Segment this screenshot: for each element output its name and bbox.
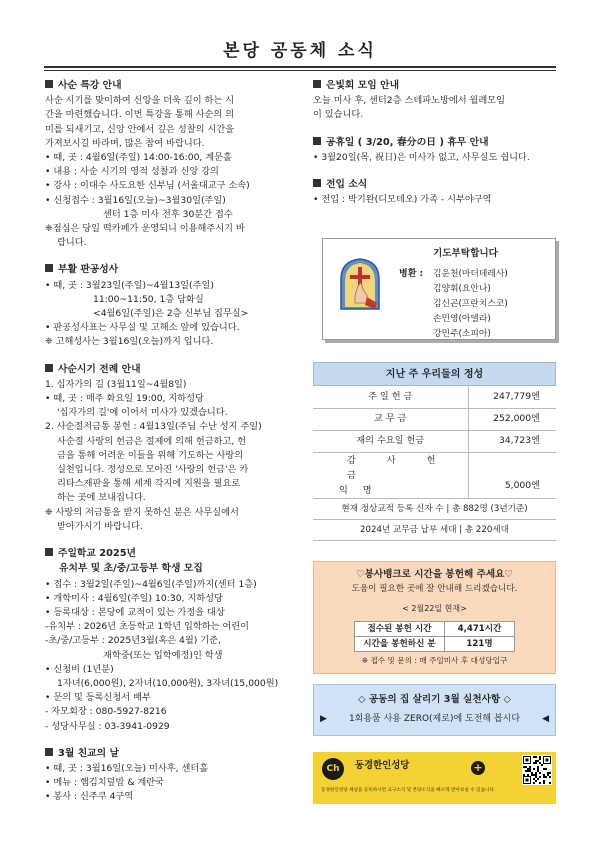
- right-column: [313, 79, 558, 220]
- offering-value: 252,000엔: [468, 408, 556, 430]
- section-line: 실천입니다. 정성으로 모아진 '사랑의 헌금'은 카: [57, 464, 249, 476]
- section-heading: [313, 79, 558, 93]
- volunteer-cell: 121명: [445, 636, 515, 651]
- section-line: • 3월20일(목, 祝日)은 미사가 없고, 사무실도 쉽니다.: [313, 151, 530, 163]
- volunteer-cell: 시간을 봉헌하신 분: [355, 636, 445, 651]
- section-line: 미를 되새기고, 신앙 안에서 깊은 성찰의 시간을: [45, 123, 235, 135]
- section-line: 사순절 사랑의 헌금은 절제에 의해 헌금하고, 헌: [57, 435, 247, 447]
- volunteer-cell: 4,471시간: [445, 621, 515, 636]
- offering-row: [313, 430, 556, 452]
- volunteer-table: [354, 621, 515, 652]
- section-line: • 메뉴 : 햄김치덮밥 & 계란국: [45, 777, 165, 789]
- offering-label: 교 무 금: [313, 408, 468, 430]
- title-rule-thin: [44, 70, 556, 71]
- section-heading-text: 사순 특강 안내: [58, 80, 122, 91]
- section-line: 1자녀(6,000원), 2자녀(10,000원), 3자녀(15,000원): [57, 677, 279, 689]
- channel-description: 동경한인성당 채널을 등록하시면 교구소식 및 본당소식을 빠르게 받아보실 수 있습니다.: [321, 788, 496, 793]
- offering-table: [313, 362, 556, 541]
- bullet-square-icon: [45, 364, 53, 372]
- left-section-2: [45, 363, 303, 534]
- section-line: 1. 십자가의 길 (3월11일~4월8일): [45, 378, 187, 390]
- section-line: 재학중(또는 입학예정)인 학생: [103, 649, 223, 661]
- section-heading-text: 주일학교 2025년: [58, 548, 136, 560]
- offering-label-thanks: 감 사 헌 금: [347, 454, 450, 481]
- prayer-name: 김양휘(요안나): [433, 284, 491, 294]
- section-line: • 때, 곳 : 4월6일(주일) 14:00-16:00, 계문홀: [45, 152, 232, 164]
- prayer-title: 기도부탁합니다: [433, 248, 498, 259]
- bullet-square-icon: [313, 179, 321, 187]
- bullet-square-icon: [313, 80, 321, 88]
- bullet-square-icon: [45, 548, 53, 556]
- section-line: 금을 통해 어려운 이들을 위해 기도하는 사랑의: [57, 449, 244, 461]
- section-line: 11:00~11:50, 1층 담화실: [93, 293, 204, 305]
- section-line: 오늘 미사 후, 센터2층 스테파노방에서 월례모임: [313, 95, 505, 107]
- section-heading-text: 사순시기 전례 안내: [58, 363, 141, 375]
- section-line: - 성당사무실 : 03-3941-0929: [45, 720, 170, 732]
- section-subheading: 유치부 및 초/중/고등부 학생 모집: [59, 563, 203, 575]
- section-line: • 내용 : 사순 시기의 영적 성찰과 신앙 강의: [45, 166, 219, 178]
- section-heading: [313, 136, 558, 150]
- section-heading-text: 3월 친교의 날: [58, 747, 119, 759]
- offering-label: 재의 수요일 헌금: [313, 430, 468, 452]
- page-title: 본당 공동체 소식: [223, 41, 377, 61]
- channel-name: 동경한인성당: [355, 760, 410, 771]
- volunteer-title: ♡봉사뱅크로 시간을 봉헌해 주세요♡: [356, 569, 513, 580]
- common-home-box: [313, 684, 556, 736]
- section-line: 가져보시길 바라며, 많은 참여 바랍니다.: [45, 137, 205, 149]
- volunteer-date: < 2월22일 현재>: [402, 604, 467, 614]
- left-section-1: [45, 263, 303, 349]
- volunteer-cell: 접수된 봉헌 시간: [355, 621, 445, 636]
- section-line: 랍니다.: [57, 237, 87, 249]
- volunteer-footer: ❈ 접수 및 문의 : 매 주일미사 후 대성당입구: [361, 655, 508, 665]
- section-heading-text: 공휴일 ( 3/20, 春分の日 ) 휴무 안내: [326, 136, 489, 148]
- offering-label-anon: 익 명: [339, 484, 378, 496]
- offering-value: 34,723엔: [468, 430, 556, 452]
- right-section-2: [313, 178, 558, 207]
- section-heading-text: 은빛회 모임 안내: [326, 80, 400, 91]
- section-line: • 봉사 : 신주쿠 4구역: [45, 791, 134, 803]
- section-heading-text: 전입 소식: [326, 179, 368, 191]
- section-line: <4월6일(주일)은 2층 신부님 집무실>: [93, 308, 249, 320]
- volunteer-subtitle: 도움이 필요한 곳에 잘 안내해 드리겠습니다.: [351, 584, 518, 595]
- volunteer-row: [355, 621, 515, 636]
- arrow-right-icon: ▶: [320, 714, 327, 725]
- common-home-text-row: [314, 712, 555, 726]
- section-heading-text: 부활 판공성사: [58, 264, 119, 276]
- section-line: 2. 사순절저금통 봉헌 : 4월13일(주님 수난 성지 주일): [45, 421, 262, 433]
- bullet-square-icon: [45, 264, 53, 272]
- section-line: - 자모회장 : 080-5927-8216: [45, 706, 167, 718]
- offering-header: 지난 주 우리들의 정성: [313, 362, 556, 386]
- left-section-4: [45, 747, 303, 805]
- bullet-square-icon: [313, 137, 321, 145]
- section-line: 센터 1층 미사 전후 30분간 접수: [103, 208, 233, 220]
- section-line: 받아가시기 바랍니다.: [57, 520, 143, 532]
- section-line: ❈ 사랑의 저금통을 받지 못하신 분은 사무실에서: [45, 506, 239, 518]
- left-section-0: [45, 79, 303, 250]
- bullet-square-icon: [45, 80, 53, 88]
- section-heading: [45, 363, 303, 377]
- arrow-left-icon: ◀: [542, 714, 549, 725]
- section-line: -유치부 : 2026년 초등학교 1학년 입학하는 어린이: [45, 621, 250, 633]
- title-rule: [44, 66, 556, 68]
- section-line: • 때, 곳 : 3월23일(주일)~4월13일(주일): [45, 279, 214, 291]
- section-line: • 문의 및 등록신청서 배부: [45, 692, 151, 704]
- section-line: • 신청접수 : 3월16일(오늘)~3월30일(주일): [45, 194, 226, 206]
- offering-label: 주 일 헌 금: [313, 386, 468, 408]
- bullet-square-icon: [45, 748, 53, 756]
- registered-count: 현재 정상교적 등록 신자 수 | 총 882명 (3년기준): [313, 499, 556, 520]
- section-line: • 판공성사표는 사무실 및 고해소 앞에 있습니다.: [45, 322, 240, 334]
- section-line: 간을 마련했습니다. 이번 특강을 통해 사순의 의: [45, 109, 235, 121]
- left-section-3: [45, 547, 303, 734]
- section-line: 하는 곳에 보내집니다.: [57, 492, 146, 504]
- section-heading: [313, 178, 558, 192]
- right-section-1: [313, 136, 558, 165]
- section-line: • 개학미사 : 4월6일(주일) 10:30, 지하성당: [45, 592, 223, 604]
- kakao-channel-banner[interactable]: [313, 752, 556, 804]
- prayer-name: 강민주(소피아): [433, 329, 491, 339]
- prayer-name: 손민영(아델라): [433, 314, 491, 324]
- prayer-names: [433, 267, 508, 342]
- section-line: • 때, 곳 : 3월16일(오늘) 미사후, 센터홀: [45, 762, 209, 774]
- section-line: -초/중/고등부 : 2025년3월(혹은 4월) 기준,: [45, 635, 221, 647]
- section-heading: [45, 79, 303, 93]
- right-section-0: [313, 79, 558, 123]
- prayer-name: 김신곤(프란치스코): [433, 299, 508, 309]
- channel-logo-icon: Ch: [322, 758, 344, 780]
- section-line: ❈점심은 당일 떡카페가 운영되니 이용해주시기 바: [45, 223, 245, 235]
- household-count: 2024년 교무금 납부 세대 | 총 220세대: [313, 520, 556, 541]
- praying-hands-icon: [337, 257, 383, 311]
- volunteer-row: [355, 636, 515, 651]
- section-line: • 때, 곳 : 매주 화요일 19:00, 지하성당: [45, 393, 204, 405]
- section-line: 리타스재판을 통해 세계 각지에 지원을 필요로: [57, 478, 241, 490]
- section-line: ❈ 고해성사는 3월16일(오늘)까지 입니다.: [45, 336, 214, 348]
- offering-value: 247,779엔: [468, 386, 556, 408]
- section-line: '십자가의 길'에 이어서 미사가 있겠습니다.: [57, 407, 228, 419]
- offering-row-anonymous: [313, 452, 556, 498]
- section-heading: [45, 547, 303, 561]
- offering-value-anon: 5,000엔: [468, 452, 556, 498]
- add-channel-icon[interactable]: +: [471, 761, 485, 775]
- section-line: • 등록대상 : 본당에 교적이 있는 가정을 대상: [45, 606, 225, 618]
- volunteer-bank-box: [313, 561, 556, 674]
- left-column: [45, 79, 303, 818]
- common-home-title: ◇ 공동의 집 살리기 3월 실천사항 ◇: [358, 694, 511, 705]
- section-line: 이 있습니다.: [313, 109, 364, 121]
- prayer-name: 김운천(마더데레사): [433, 269, 508, 279]
- illness-label: 병환 :: [399, 269, 424, 279]
- offering-row: [313, 386, 556, 408]
- prayer-request-box: [322, 238, 556, 340]
- section-line: • 접수 : 3월2일(주일)~4월6일(주일)까지(센터 1층): [45, 578, 257, 590]
- section-line: • 강사 : 이대수 사도요한 신부님 (서울대교구 소속): [45, 180, 250, 192]
- section-line: 사순 시기를 맞이하여 신앙을 더욱 깊이 하는 시: [45, 95, 235, 107]
- qr-code-icon[interactable]: [522, 755, 552, 785]
- section-line: • 신청비 (1년분): [45, 663, 114, 675]
- offering-row: [313, 408, 556, 430]
- section-heading: [45, 263, 303, 277]
- section-line: • 전입 : 박기완(디모테오) 가족 - 시부야구역: [313, 194, 492, 206]
- common-home-text: 1회용품 사용 ZERO(제로)에 도전해 봅시다: [348, 714, 521, 725]
- section-heading: [45, 747, 303, 761]
